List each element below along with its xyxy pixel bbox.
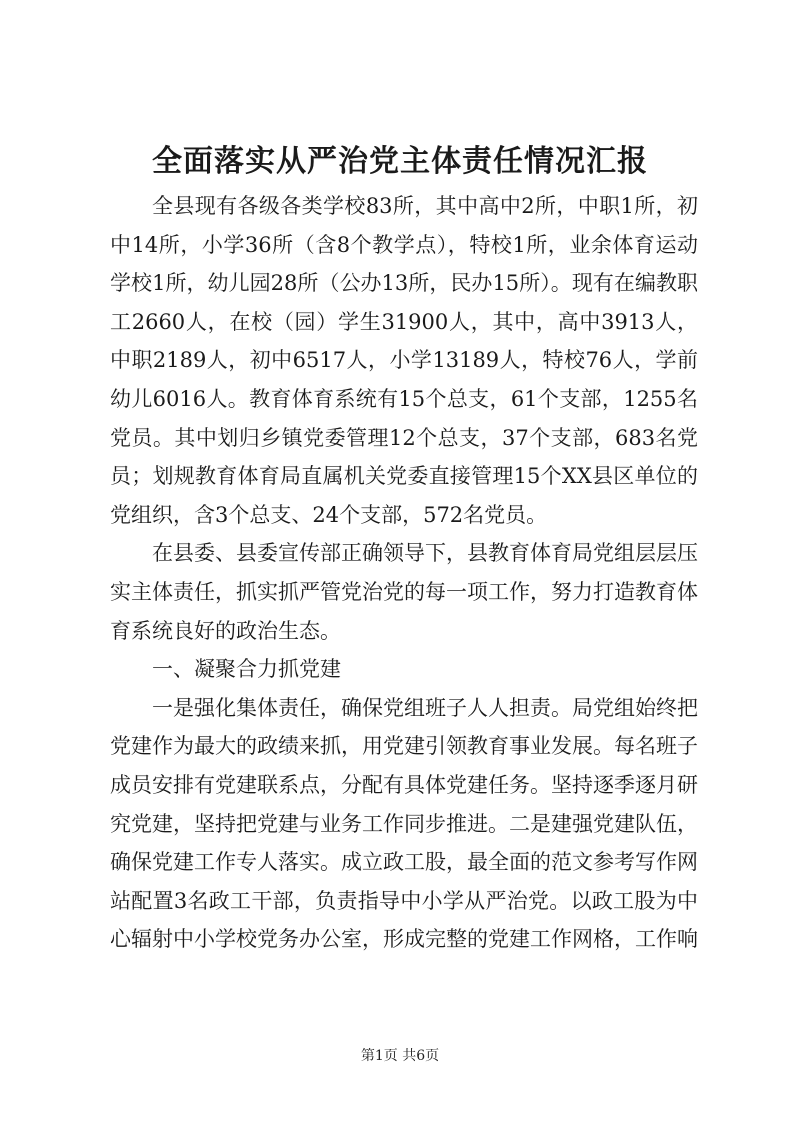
paragraph-collective-responsibility: 一是强化集体责任，确保党组班子人人担责。局党组始终把党建作为最大的政绩来抓，用党建引领教育事业发展。每名班子成员安排有党建联系点，分配有具体党建任务。坚持逐季逐月研究党建，坚持把党建与业务工作同步推进。二是建强党建队伍，确保党建工作专人落实。成立政工股，最全面的范文参考写作网站配置3名政工干部，负责指导中小学从严治党。以政工股为中心辐射中小学校党务办公室，形成完整的党建工作网格，工作响 (110, 695, 698, 952)
paragraph-school-statistics: 全县现有各级各类学校83所，其中高中2所，中职1所，初中14所，小学36所（含8个教学点），特校1所，业余体育运动学校1所，幼儿园28所（公办13所，民办15所）。现有在编教职工2660人，在校（园）学生31900人，其中，高中3913人，中职2189人，初中6517人，小学13189人，特校76人，学前幼儿6016人。教育体育系统有15个总支，61个支部，1255名党员。其中划归乡镇党委管理12个总支，37个支部，683名党员；划规教育体育局直属机关党委直接管理15个XX县区单位的党组织，含3个总支、24个支部，572名党员。 (110, 194, 698, 527)
page-footer: 第1页 共6页 (360, 1048, 440, 1064)
document-body (110, 187, 698, 959)
paragraph-leadership: 在县委、县委宣传部正确领导下，县教育体育局党组层层压实主体责任，抓实抓严管党治党的每一项工作，努力打造教育体育系统良好的政治生态。 (110, 541, 698, 643)
document-title: 全面落实从严治党主体责任情况汇报 (152, 144, 648, 179)
section-heading-party-building: 一、凝聚合力抓党建 (152, 657, 341, 682)
